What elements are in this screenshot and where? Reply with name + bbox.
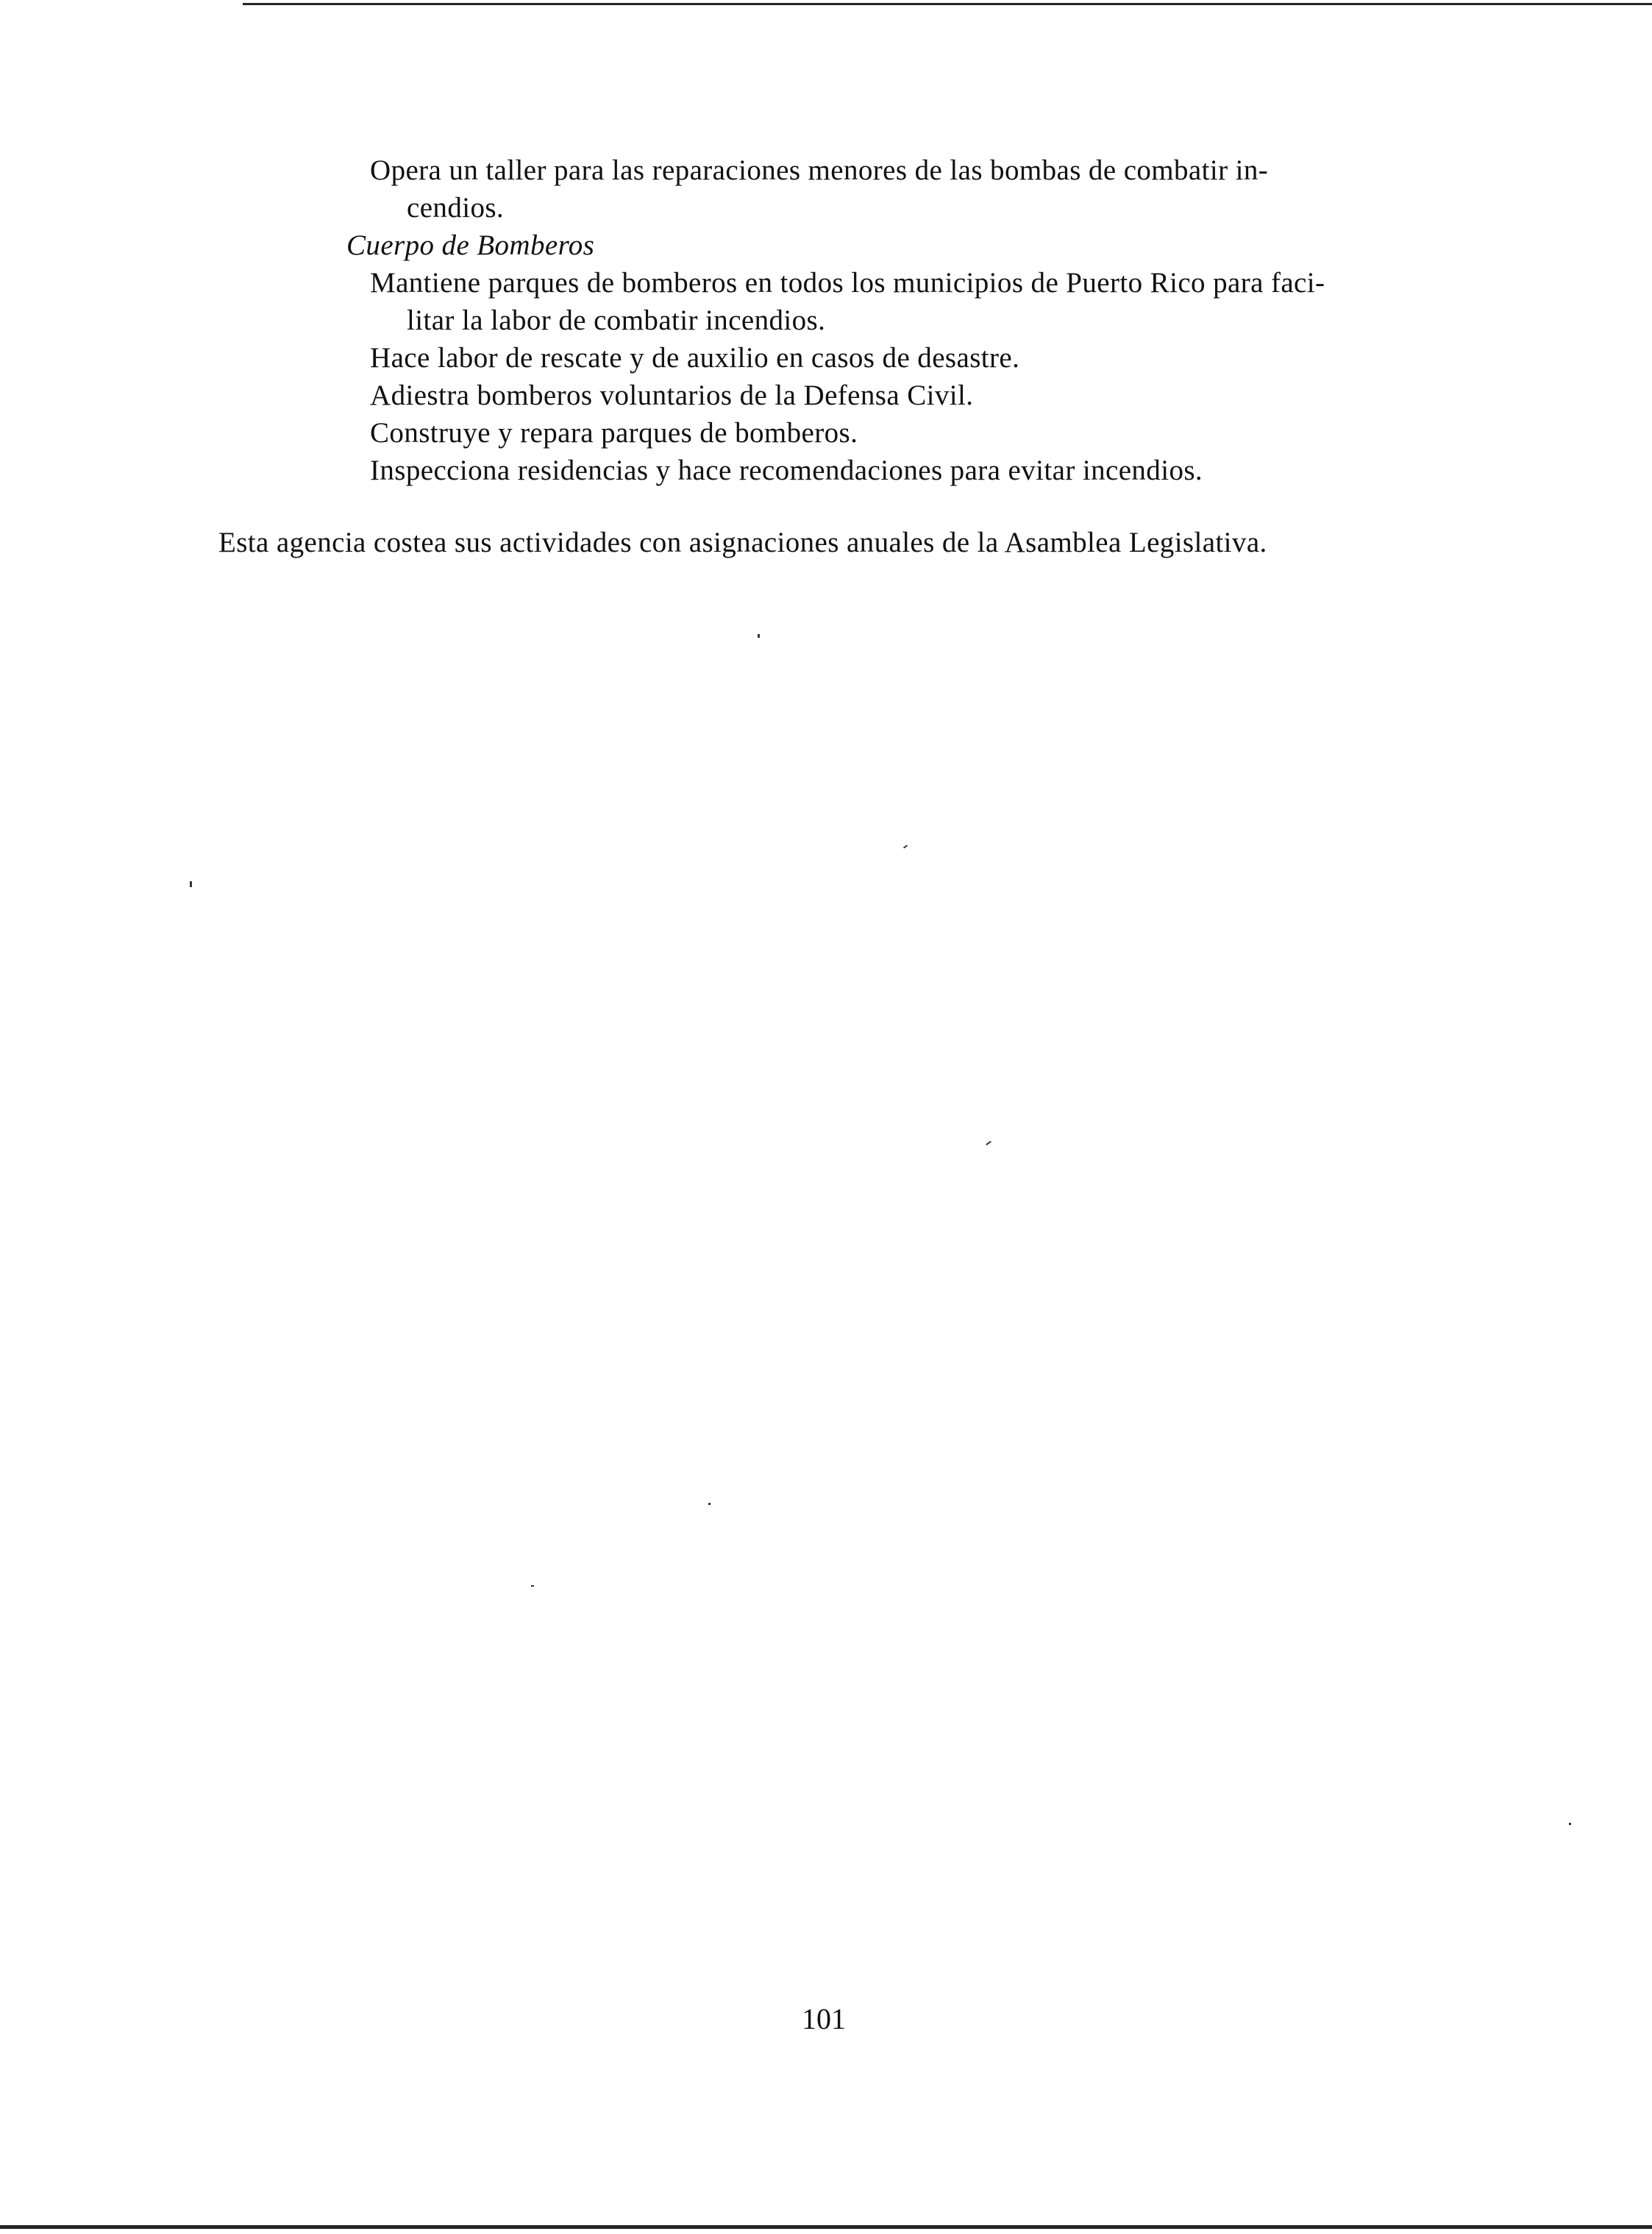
list-item: Inspecciona residencias y hace recomendaciones para evitar incendios. xyxy=(370,455,1203,486)
list-item-line-2: litar la labor de combatir incendios. xyxy=(407,305,826,336)
scan-speck xyxy=(531,1585,534,1587)
workshop-item-line-1: Opera un taller para las reparaciones menores de las bombas de combatir in- xyxy=(370,154,1269,186)
list-item: Construye y repara parques de bomberos. xyxy=(370,417,858,449)
list-item-line-1: Mantiene parques de bomberos en todos los municipios de Puerto Rico para faci- xyxy=(370,267,1325,299)
scan-speck xyxy=(1569,1823,1571,1825)
section-heading: Cuerpo de Bomberos xyxy=(346,230,595,261)
scan-speck xyxy=(758,634,760,638)
list-item: Adiestra bomberos voluntarios de la Defensa Civil. xyxy=(370,380,974,411)
list-item: Hace labor de rescate y de auxilio en casos de desastre. xyxy=(370,342,1020,374)
top-scan-border xyxy=(243,3,1652,5)
page-number: 101 xyxy=(802,2002,846,2035)
scan-speck xyxy=(903,844,908,848)
bottom-scan-border xyxy=(0,2225,1652,2229)
workshop-item-line-2: cendios. xyxy=(407,192,505,224)
scan-speck xyxy=(190,881,192,887)
scan-speck xyxy=(708,1503,711,1505)
funding-statement: Esta agencia costea sus actividades con asignaciones anuales de la Asamblea Legislativa. xyxy=(218,527,1267,558)
scan-speck xyxy=(986,1141,991,1145)
